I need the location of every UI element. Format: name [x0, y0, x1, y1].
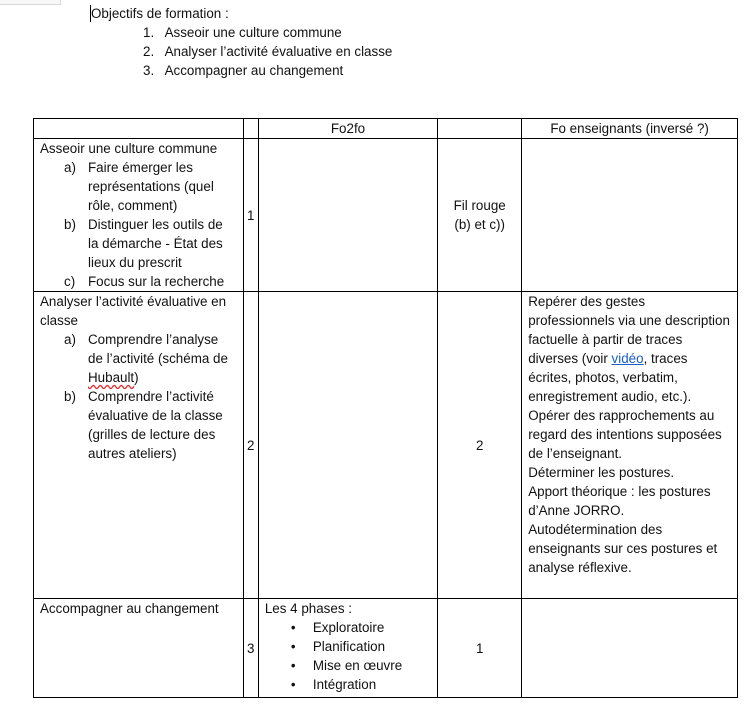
- sub-marker: a): [64, 160, 76, 175]
- sub-objectives-list: [40, 330, 237, 463]
- sub-marker: a): [64, 332, 76, 347]
- col4-cell[interactable]: Fil rouge (b) et c)): [438, 139, 522, 292]
- video-link[interactable]: vidéo: [611, 351, 644, 366]
- sub-text: Faire émerger les représentations (quel rôle, comment): [88, 160, 214, 213]
- header-cell[interactable]: [34, 119, 244, 139]
- col4-cell[interactable]: 1: [438, 599, 522, 698]
- phase-text: Intégration: [312, 677, 377, 692]
- phase-text: Planification: [312, 639, 386, 654]
- objectives-section: [91, 4, 392, 80]
- row-title: Analyser l’activité évaluative en classe: [40, 294, 227, 328]
- row-title: Asseoir une culture commune: [40, 141, 218, 156]
- phases-list: [265, 618, 431, 694]
- paragraph: Opérer des rapprochements au regard des intentions supposées de l’enseignant.: [528, 408, 722, 461]
- col4-cell[interactable]: 2: [438, 292, 522, 599]
- objectives-list: [91, 23, 392, 80]
- header-cell[interactable]: [243, 119, 258, 139]
- header-cell-fo-enseignants[interactable]: Fo enseignants (inversé ?): [522, 119, 738, 139]
- objective-item[interactable]: [137, 23, 392, 42]
- bullet-icon: •: [290, 677, 296, 692]
- sub-objective: [64, 272, 237, 291]
- fo-enseignants-cell[interactable]: [522, 292, 738, 599]
- objective-number: 2.: [143, 44, 155, 59]
- objective-number: 3.: [143, 63, 155, 78]
- sub-text: ): [134, 370, 139, 385]
- fo-enseignants-cell[interactable]: [522, 139, 738, 292]
- objective-text: Asseoir une culture commune: [164, 25, 342, 40]
- paragraph: Apport théorique : les postures d’Anne JORRO.: [528, 484, 711, 518]
- bullet-icon: •: [290, 658, 296, 673]
- spellcheck-flagged-word[interactable]: Hubault: [88, 370, 135, 385]
- sub-objectives-list: [40, 158, 237, 291]
- bullet-icon: •: [290, 620, 296, 635]
- phase-text: Mise en œuvre: [312, 658, 403, 673]
- description-paragraph: [528, 292, 731, 406]
- phase-item: [290, 618, 431, 637]
- fo2fo-cell[interactable]: [258, 139, 437, 292]
- header-cell[interactable]: [438, 119, 522, 139]
- row-number-cell[interactable]: 1: [243, 139, 258, 292]
- sub-text: Distinguer les outils de la démarche - État des lieux du prescrit: [88, 217, 223, 270]
- sub-objective: [64, 158, 237, 215]
- window-corner: [0, 0, 61, 5]
- objective-item[interactable]: [137, 42, 392, 61]
- phase-item: [290, 675, 431, 694]
- phase-item: [290, 656, 431, 675]
- objective-item[interactable]: [137, 61, 392, 80]
- sub-objective: [64, 387, 237, 463]
- table-row: [34, 292, 738, 599]
- phases-intro: Les 4 phases :: [264, 601, 352, 616]
- sub-marker: b): [64, 217, 76, 232]
- sub-text: Focus sur la recherche: [88, 274, 225, 289]
- objective-text: Analyser l’activité évaluative en classe: [164, 44, 393, 59]
- training-plan-table: [33, 118, 738, 698]
- paragraph-text: Repérer des gestes professionnels via une description factuelle à partir de traces diverses (voir: [528, 294, 730, 366]
- paragraph: Déterminer les postures.: [528, 465, 675, 480]
- sub-marker: b): [64, 389, 76, 404]
- table-row: [34, 139, 738, 292]
- paragraph-text: , traces écrites, photos, verbatim, enregistrement audio, etc.).: [528, 351, 692, 404]
- objective-cell[interactable]: [34, 139, 244, 292]
- header-cell-fo2fo[interactable]: Fo2fo: [258, 119, 437, 139]
- row-number-cell[interactable]: 2: [243, 292, 258, 599]
- phase-text: Exploratoire: [312, 620, 385, 635]
- sub-objective: [64, 330, 237, 387]
- row-number-cell[interactable]: 3: [243, 599, 258, 698]
- fo2fo-cell[interactable]: [258, 292, 437, 599]
- sub-objective: [64, 215, 237, 272]
- bullet-icon: •: [290, 639, 296, 654]
- objective-number: 1.: [143, 25, 155, 40]
- phase-item: [290, 637, 431, 656]
- objectives-title[interactable]: Objectifs de formation :: [91, 6, 229, 21]
- objective-cell[interactable]: [34, 599, 244, 698]
- paragraph: Autodétermination des enseignants sur ces postures et analyse réflexive.: [528, 522, 718, 575]
- table-header-row: [34, 119, 738, 139]
- sub-marker: c): [64, 274, 76, 289]
- table-row: [34, 599, 738, 698]
- fo-enseignants-cell[interactable]: [522, 599, 738, 698]
- sub-text: Comprendre l’analyse de l’activité (schéma de: [88, 332, 228, 366]
- fo2fo-cell[interactable]: [258, 599, 437, 698]
- objective-text: Accompagner au changement: [164, 63, 344, 78]
- row-title: Accompagner au changement: [40, 601, 219, 616]
- objective-cell[interactable]: [34, 292, 244, 599]
- sub-text: Comprendre l’activité évaluative de la classe (grilles de lecture des autres ateliers): [88, 389, 223, 461]
